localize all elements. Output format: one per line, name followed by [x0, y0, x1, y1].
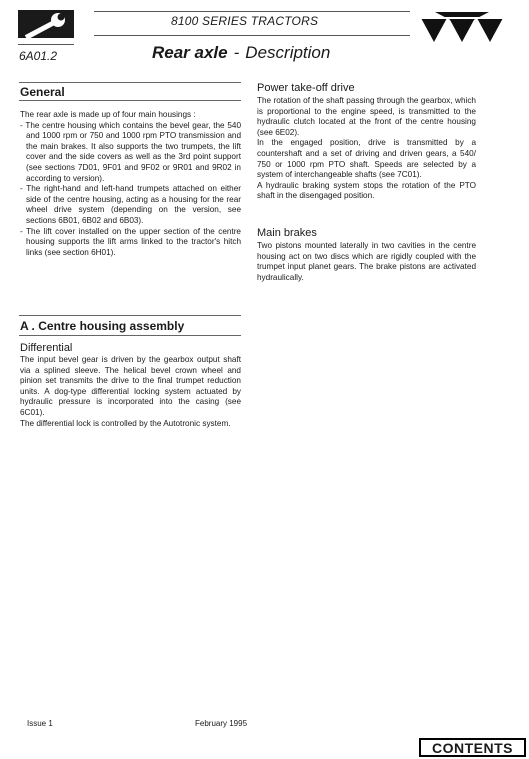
- page-title: [152, 43, 330, 63]
- wrench-logo-icon: [18, 10, 74, 44]
- housing-item-centre: - The centre housing which contains the bevel gear, the 540 and 1000 rpm or 750 and 1000 rpm PTO transmission and the main brakes. It also supports the two trumpets, the lift cover and the side covers as well as the 3rd point support (see sections 7D01, 9F01 and 9F02 or 9R01 and 9R02 in according to version).: [20, 121, 241, 185]
- general-top-rule: [19, 82, 241, 83]
- general-bottom-rule: [19, 100, 241, 101]
- centre-housing-top-rule: [19, 315, 241, 316]
- housing-item-trumpets: - The right-hand and left-hand trumpets attached on either side of the centre housing, acting as a housing for the rear wheel drive system (depending on the version, see sections 6B01, 6B02 and 6B03).: [20, 184, 241, 226]
- pto-paragraph-3: A hydraulic braking system stops the rotation of the PTO shaft in the disengaged position.: [257, 180, 476, 201]
- pto-heading: Power take-off drive: [257, 82, 355, 94]
- general-body: [20, 110, 241, 258]
- brakes-body: [257, 241, 476, 283]
- title-sub: Description: [245, 43, 331, 62]
- doc-code: 6A01.2: [19, 49, 58, 63]
- title-main: Rear axle: [152, 43, 228, 62]
- header-left-rule: [18, 44, 74, 45]
- differential-body: [20, 355, 241, 429]
- brand-triangles-logo-icon: [421, 12, 503, 44]
- header-mid-rule: [94, 35, 410, 36]
- pto-paragraph-1: The rotation of the shaft passing through the gearbox, which is proportional to the engine speed, is transmitted to the hydraulic clutch located at the front of the centre housing (see 6E02).: [257, 96, 476, 137]
- issue-label: Issue 1: [27, 719, 53, 728]
- brakes-heading: Main brakes: [257, 227, 317, 239]
- differential-paragraph-1: The input bevel gear is driven by the gearbox output shaft via a splined sleeve. The helical bevel crown wheel and pinion set transmits the drive to the final trumpet reduction units. A dog-type differential locking system actuated by hydraulic pressure is incorporated into the casing (see 6C01).: [20, 355, 241, 417]
- contents-button[interactable]: CONTENTS: [419, 738, 526, 757]
- issue-date: February 1995: [195, 719, 248, 728]
- series-title: 8100 SERIES TRACTORS: [171, 14, 319, 28]
- pto-body: [257, 96, 476, 202]
- centre-housing-bottom-rule: [19, 335, 241, 336]
- housing-list: [20, 121, 241, 259]
- brakes-text: Two pistons mounted laterally in two cavities in the centre housing act on two discs which are rigidly coupled with the trumpet input planet gears. The brake pistons are activated hydraulically.: [257, 241, 476, 282]
- general-intro: The rear axle is made up of four main housings :: [20, 110, 196, 119]
- differential-paragraph-2: The differential lock is controlled by the Autotronic system.: [20, 418, 231, 428]
- title-separator: -: [233, 43, 240, 62]
- differential-heading: Differential: [20, 342, 73, 354]
- general-heading: General: [20, 85, 65, 99]
- header-top-rule: [94, 11, 410, 12]
- pto-paragraph-2: In the engaged position, drive is transmitted by a countershaft and a set of driving and driven gears, a 540/ 750 or 1000 rpm PTO shaft. Speeds are selected by a system of interchangeable shafts (see 7C01).: [257, 138, 476, 180]
- centre-housing-heading: A . Centre housing assembly: [20, 319, 185, 333]
- housing-item-lift-cover: - The lift cover installed on the upper section of the centre housing supports the lift arms linked to the tractor's hitch links (see section 6H01).: [20, 227, 241, 259]
